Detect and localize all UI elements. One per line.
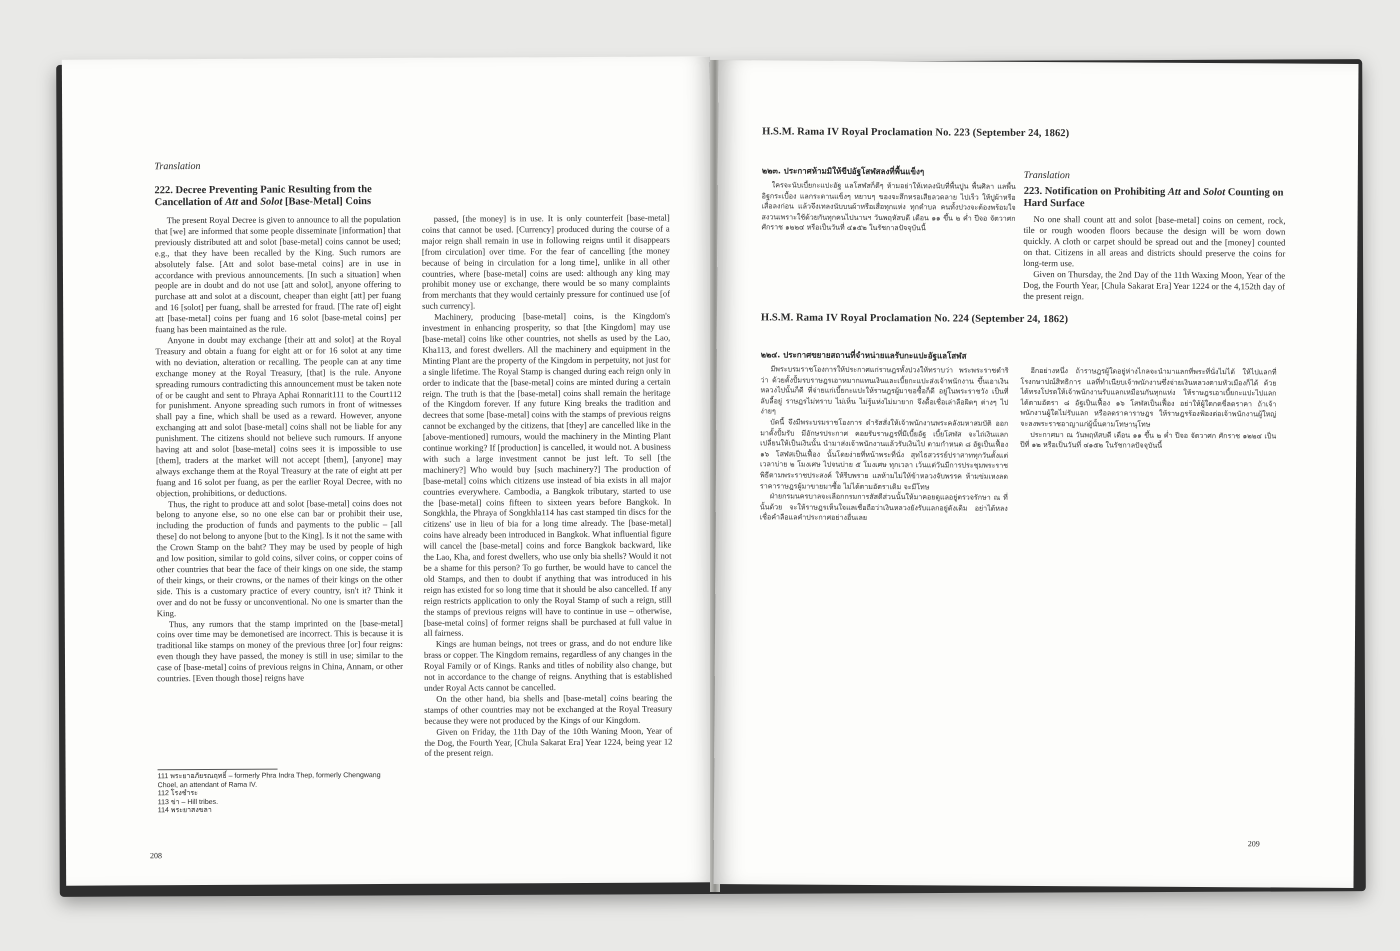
footnote: 113 ข่า – Hill tribes. [157, 798, 219, 806]
paragraph: Kings are human beings, not trees or grass, and do not endure like brass or copper. The Kingdom remains, regardless of any changes in the Royal Family or of Kings. Ranks and titles of nobility also change, but not in accordance to the change of reigns. Anything that is established under Royal Acts cannot be cancelled. [423, 637, 673, 693]
proclamation-224-title: H.S.M. Rama IV Royal Proclamation No. 224 (September 24, 1862) [760, 312, 1069, 326]
decree-222-column-1 [155, 214, 404, 767]
footnote: 112 โรงชำระ [157, 790, 198, 798]
paragraph: Given on Thursday, the 2nd Day of the 11th Waxing Moon, Year of the Dog, the Fourth Year, [Chula Sakarat Era] Year 1224 or the 4,152th day of the present reign. [1023, 268, 1286, 302]
footnotes [158, 768, 398, 816]
proclamation-223-en-heading: 223. Notification on Prohibiting Att and Solot Counting on Hard Surface [1023, 185, 1284, 210]
paragraph: On the other hand, bia shells and [base-metal] coins bearing the stamps of other countries may not be exchanged at the Royal Treasury because they were not produced by the Kings of our Kingdom. [424, 692, 673, 726]
paragraph: Given on Friday, the 11th Day of the 10th Waning Moon, Year of the Dog, the Fourth Year, [Chula Sakarat Era] Year 1224, being year 12 of the present reign. [424, 725, 673, 759]
translation-label-223: Translation [1023, 169, 1070, 182]
footnote-rule [158, 769, 278, 771]
paragraph: ประกาศมา ณ วันพฤหัสบดี เดือน ๑๑ ขึ้น ๒ ค่ำ ปีจอ จัตวาศก ศักราช ๑๒๒๔ เป็นปีที่ ๑๒ หรือเป็นวันที่ ๔๑๕๒ ในรัชกาลปัจจุบันนี้ [1020, 429, 1277, 450]
left-page [62, 56, 714, 885]
paragraph: passed, [the money] is in use. It is only counterfeit [base-metal] coins that cannot be used. [Currency] produced during the course of a major reign shall remain in use in following reigns until it disappears [from circulation] over time. For the fear of cancelling [the money because of being in circulation for a long time], unlike in all other countries, where [base-metal] coins are used: although any king may prohibit money use or exchange, there would be so many complaints from merchants that they would certainly pressure for continued use [of such currency]. [421, 212, 671, 312]
paragraph: บัดนี้ จึงมีพระบรมราชโองการ ดำรัสสั่งให้เจ้าพนักงานพระคลังมหาสมบัติ ออกมาตั้งปั้มรับ มีอักษรประกาศ คอยรับราษฎรที่มีเบี้ยอัฐ เบี้ยโสฬส จะไถ่เงินแลกเปลี่ยนให้เป็นเงินนั้น นำมาส่งเจ้าพนักงานแล้วรับเงินไป ตามกำหนด ๘ อัฐเป็นเฟื้อง ๑๖ โสฬสเป็นเฟื้อง นั้นโดยง่ายที่หน้าพระที่นั่ง สุทไธสวรรย์ปราสาททุกวันตั้งแต่เวลาบ่าย ๒ โมงเศษ ไปจนบ่าย ๕ โมงเศษ ทุกเวลา เว้นแต่วันมีการประชุมพระราชพิธีตามพระราชประสงค์ ให้รีบพราย แลห้ามไม่ให้ข้าหลวงจับพรรค ห้ามข่มเหงลดราคาราษฎรผู้มาขายมาซื้อ ไม่ได้ตามอัตราเดิม จะมีโทษ [759, 417, 1009, 491]
paragraph: Anyone in doubt may exchange [their att and solot] at the Royal Treasury and obtain a fuang for eight att or for 16 solot at any time with no deviation, alteration or recalling. The people can at any time exchange money at the Royal Treasury, [that] is the rule. Anyone spreading rumours contradicting this announcement must be taken note of or be caught and sent to Phraya Aphai Ronnarit111 to the Court112 for punishment. Anyone spreading such rumors in front of witnesses shall pay a fine, which shall be used as a reward. However, anyone exchanging att and solot [base-metal] coins shall not be liable for any punishment. The citizens should not believe such rumours. If anyone having att and solot [base-metal] coins sees it is impossible to use [them], traders at the market will not accept [them], [anyone] may always exchange them at the Royal Treasury at the rate of eight att per fuang and 16 solot per fuang, as per the earlier Royal Decree, with no objection, prohibitions, or deductions. [155, 333, 403, 498]
proclamation-224-thai-heading: ๒๒๔. ประกาศขยายสถานที่จำหน่ายแลรับกะแปะอัฐแลโสฬส [760, 350, 967, 361]
paragraph: No one shall count att and solot [base-metal] coins on cement, rock, tile or rough wooden floors because the design will be worn down quickly. A cloth or carpet should be spread out and the [money] counted on that. Citizens in all areas and districts should preserve the coins for long-term use. [1023, 213, 1286, 269]
paragraph: The present Royal Decree is given to announce to all the population that [we] are informed that some people disseminate [information] that previously distributed att and solot [base-metal] coins cannot be used; e.g., that they have been recalled by the King. Such rumors are absolutely false. [Att and solot base-metal coins] are in use in accordance with previous announcements. [In such a situation] when people are in doubt and do not use [att and solot], anyone offering to purchase att and solot at a discount, cheaper than eight [att] per fuang and 16 [solot] per fuang, shall be arrested for fraud. [The rate of] eight att [base-metal] coins per fuang and 16 solot [base-metal coins] per fuang has been maintained as the rule. [154, 213, 402, 335]
proclamation-223-en-text [1023, 214, 1286, 312]
paragraph: อีกอย่างหนึ่ง ถ้าราษฎรผู้ใดอยู่ห่างไกลจะนำมาแลกที่พระที่นั่งไม่ได้ ให้ไปแลกที่โรงกษาปณ์สิทธิการ แลที่ทำเนียบเจ้าพนักงานซึ่งจ่ายเงินหลวงตามหัวเมืองก็ได้ ด้วยได้ทรงโปรดให้เจ้าพนักงานรับแลกเหมือนกันทุกแห่ง ให้ราษฎรเอาเบี้ยกะแปะไปแลกได้ตามอัตรา ๘ อัฐเป็นเฟื้อง ๑๖ โสฬสเป็นเฟื้อง อย่าให้ผู้ใดกดขี่ลดราคา ถ้าเจ้าพนักงานผู้ใดไม่รับแลก หรือลดราคาราษฎร ให้ราษฎรร้องฟ้องต่อเจ้าพนักงานผู้ใหญ่ จะลงพระราชอาญาแก่ผู้นั้นตามโทษานุโทษ [1020, 365, 1277, 429]
page-number-left: 208 [149, 851, 163, 861]
paragraph: มีพระบรมราชโองการให้ประกาศแก่ราษฎรทั้งปวงให้ทราบว่า พระพระราชดำริว่า ด้วยตั้งปั้มรบราษฎรเอาหมากแทนเงินและเบี้ยกะแปะส่งเจ้าพนักงาน ขึ้นเอาเงินหลวงไปนั้นก็ดี ที่จ่ายแก่เบี้ยกะแปะให้ราษฎรผู้มาขอซื้อก็ดี อยู่ในพระราชวัง เป็นที่ลับลี้อยู่ ราษฎรไม่ทราบ ไม่เห็น ไม่รู้แห่งไม่มายาก จึงดื้อเชื่อเล่าลือผิดๆ ต่างๆ ไปง่ายๆ [760, 364, 1009, 416]
decree-222-heading: 222. Decree Preventing Panic Resulting from the Cancellation of Att and Solot [Base-Metal] Coins [154, 184, 372, 209]
proclamation-224-thai-column-2 [1019, 366, 1277, 698]
footnote: 114 พระยาสงขลา [157, 807, 212, 815]
paragraph: Machinery, producing [base-metal] coins, is the Kingdom's investment in enhancing prosperity, so that [the Kingdom] may use [base-metal] coins like other countries, not shells as used by the Lao, Kha113, and forest dwellers. All the machinery and equipment in the Minting Plant are the property of the Kingdom in perpetuity, not just for a single lifetime. The Royal Stamp is changed during each reign only in order to indicate that the [base-metal] coins are minted during a certain reign. The truth is that the [base-metal] coins shall remain the heritage of the Kingdom forever. If any future King breaks the tradition and decrees that some [base-metal] coins with the stamps of previous reigns cannot be exchanged by the citizens, that [they] are cancelled like in the [above-mentioned] rumours, would the machinery in the Minting Plant continue working? If [production] is cancelled, it would not. A business with such a large investment cannot be just left. To sell [the machinery?] Who would buy [such machinery?] The production of [base-metal] coins which citizens use instead of bia exists in all major countries everywhere. Cambodia, a Bangkok tributary, started to use the [base-metal] coins fifteen to sixteen years before Bangkok. In Songkhla, the Phraya of Songkhla114 has cast stamped tin discs for the citizens' use in lieu of bia for a long time already. The [base-metal] coins have already been introduced in Bangkok. What influential figure will cancel the [base-metal] coins and force Bangkok backward, like the Lao, Kha, and forest dwellers, who use only bia shells? Would it not be a shame for this person? To go further, be would have to cancel the old Stamps, and then to doubt if anything that was introduced in his reign has existed for so long time that it should be also cancelled. If any reign restricts application to only the Royal Stamp of such a reign, still the stamps of previous reigns will have to continue in use – otherwise, [base-metal coins] of former reigns shall be purchased at full value in all fairness. [422, 310, 672, 639]
proclamation-223-thai-text: ใครจะนับเบี้ยกะแปะอัฐ แลโสฬสก็ดีๆ ห้ามอย่าให้เทลงนับที่พื้นปูน พื้นศิลา แลพื้นอิฐกระเบื้อง แลกระดานแข็งๆ หยาบๆ ของจะสึกหรอเสียลวดลาย ไปเร็ว ให้ปูผ้าหรือเสื่อลงก่อน แล้วจึงเทลงนับบนผ้าหรือเสื่อทุกแห่ง ทุกตำบล คนทั้งปวงจะต้องพร้อมใจสงวนเพราะใช้ด้วยกันทุกคนไปนานฯ วันพฤหัสบดี เดือน ๑๑ ขึ้น ๒ ค่ำ ปีจอ จัตวาศก ศักราช ๑๒๒๔ หรือเป็นวันที่ ๔๑๕๒ ในรัชกาลปัจจุบันนี้ [761, 180, 1016, 233]
page-number-right: 209 [1247, 839, 1260, 849]
paragraph: ฝ่ายกรมนครบาลจะเลือกกรมการสัสดีส่วนนั้นให้มาคอยดูแลอยู่ตรวจรักษา ณ ที่นั้นด้วย จะให้ราษฎรเห็นใจแลเชื่อถือว่าเงินหลวงยังรับแลกอยู่ดังเดิม อย่าได้หลงเชื่อคำลือแลคำประกาศอย่างอื่นเลย [759, 491, 1008, 523]
right-page [713, 60, 1358, 888]
proclamation-223-thai-heading: ๒๒๓. ประกาศห้ามมิให้ขีปอัฐโสฬสลงที่พื้นแข็งๆ [761, 166, 925, 177]
paragraph: Thus, the right to produce att and solot [base-metal] coins does not belong to anyone else, so no one else can bar or prohibit their use, including the production of funds and payments to the public – [all these] do not belong to anyone [but to the King]. Is it not the same with the Crown Stamp on the baht? They may be used by people of high and low position, similar to gold coins, silver coins, or copper coins of other countries that bear the face of their kings on one side, the stamp of their kings, or their crowns, or the names of their kings on the other side. This is a customary practice of every country, isn't it? Think it over and do not be fussy or unconventional. No one is smarter than the King. [156, 497, 403, 618]
footnote: 111 พระยาอภัยรณฤทธิ์ – formerly Phra Indra Thep, formerly Chengwang Choel, an attendant of Rama IV. [157, 772, 381, 789]
paragraph: Thus, any rumors that the stamp imprinted on the [base-metal] coins over time may be demonetised are incorrect. This is because it is traditional like stamps on money of the previous three [or] four reigns: even though they have passed, the money is still in use; similar to the case of [base-metal] coins of previous reigns in China, Annam, or other countries. [Even though those] reigns have [156, 617, 404, 684]
translation-label: Translation [154, 160, 201, 173]
proclamation-223-title: H.S.M. Rama IV Royal Proclamation No. 223 (September 24, 1862) [762, 126, 1070, 140]
decree-222-column-2 [422, 213, 673, 854]
proclamation-224-thai-column-1 [758, 364, 1008, 738]
